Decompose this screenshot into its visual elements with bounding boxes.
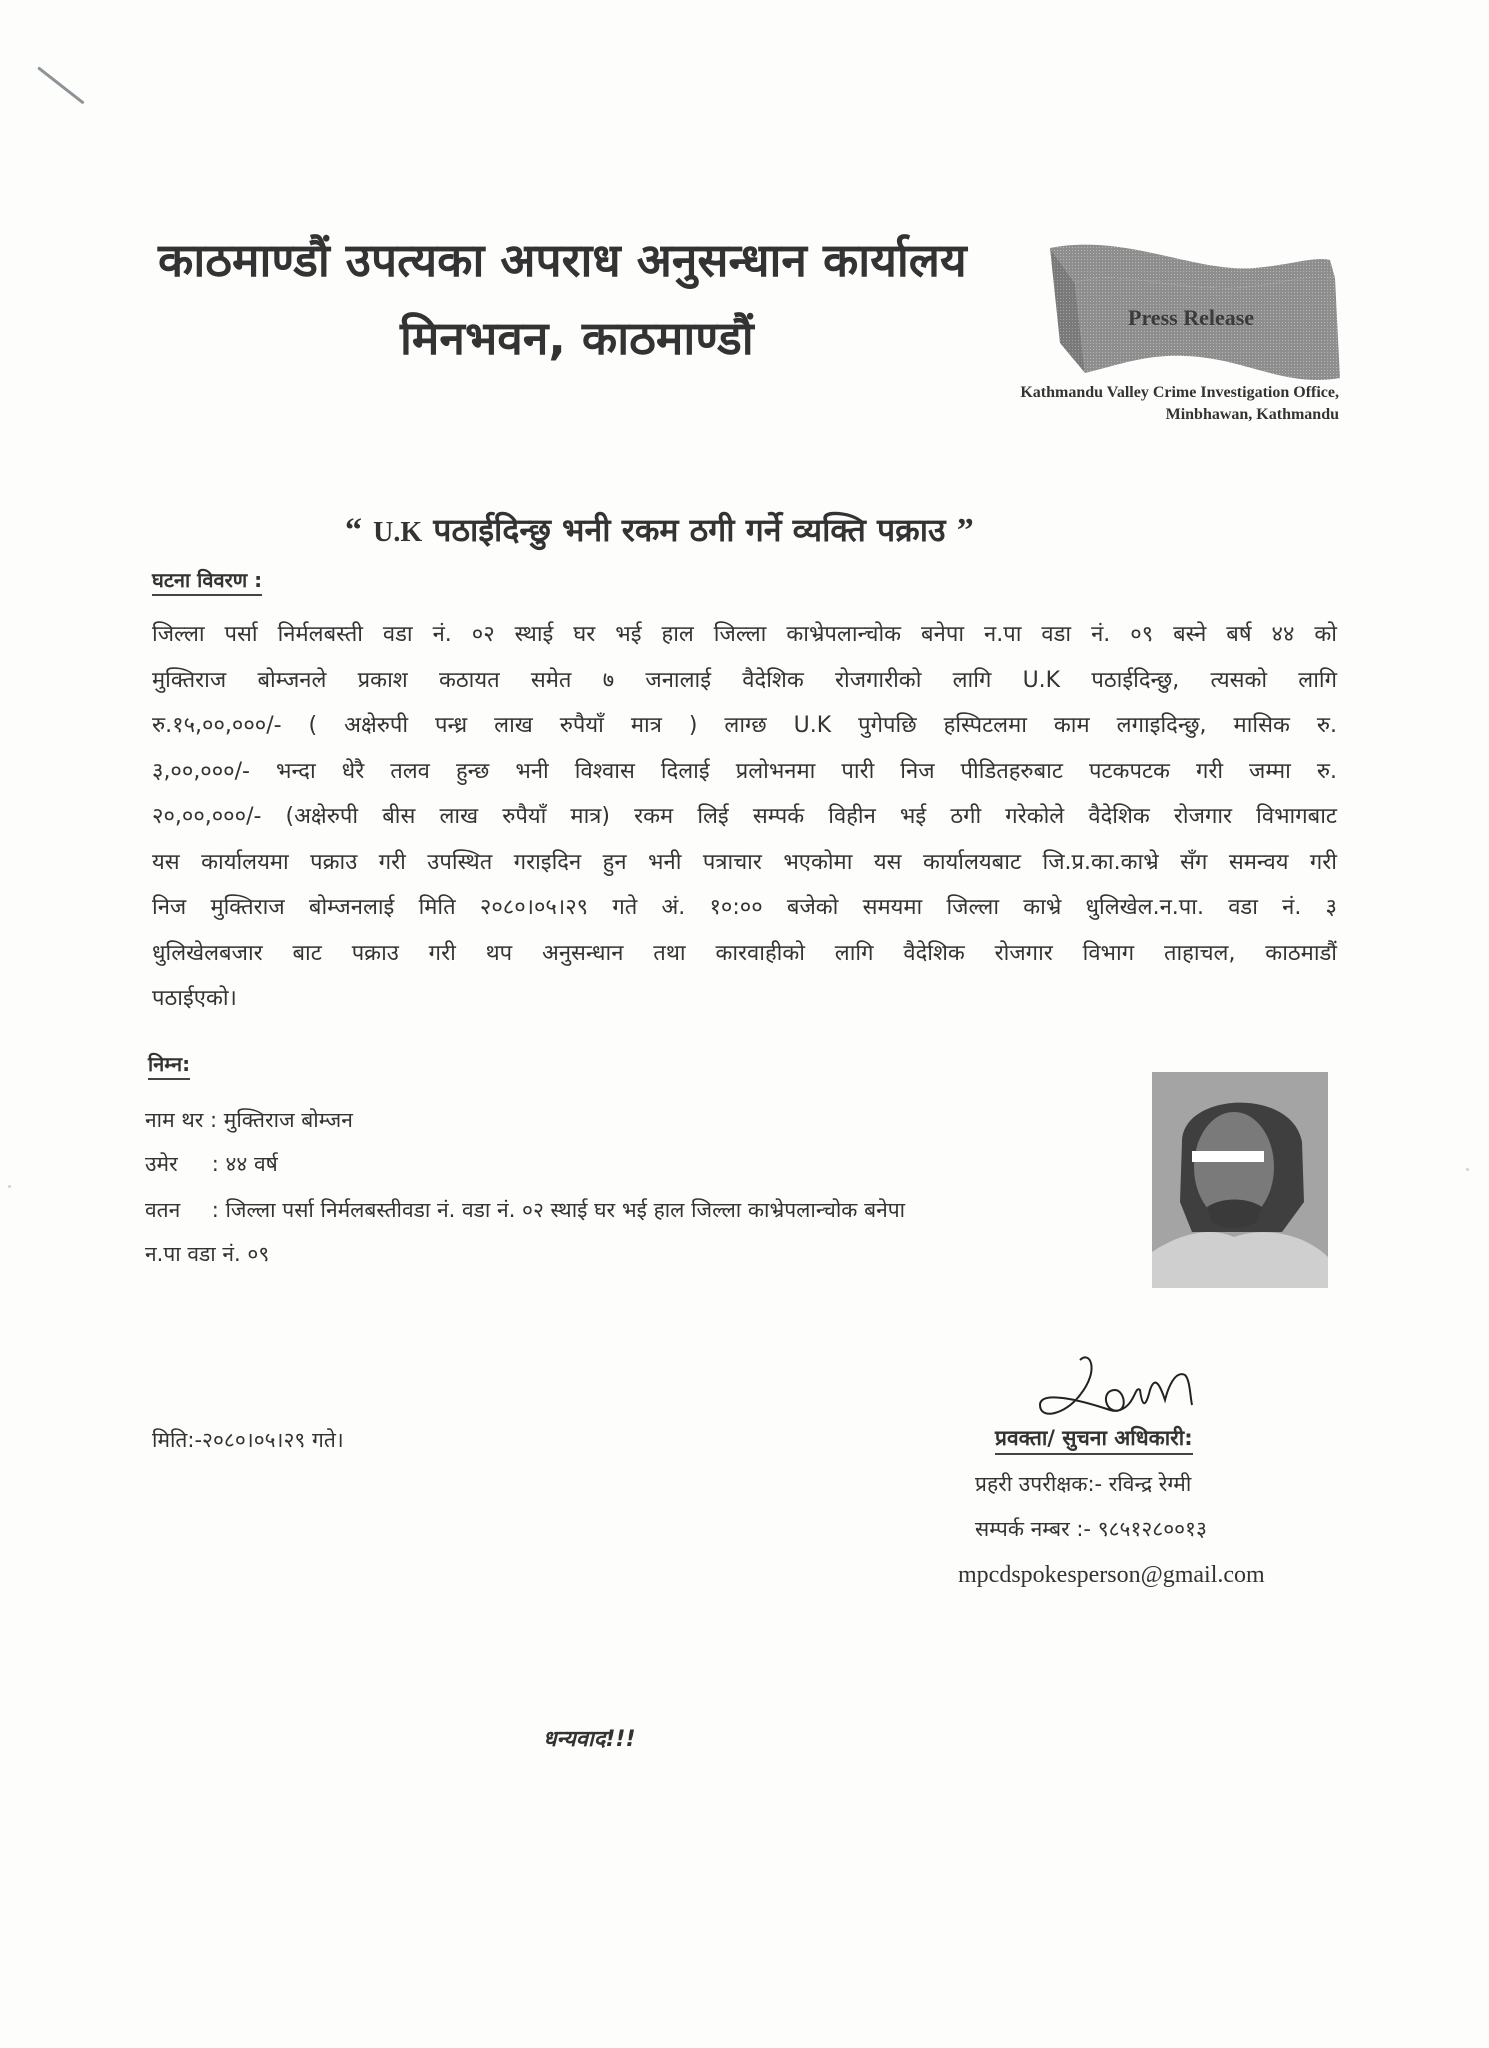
- incident-heading: घटना विवरण :: [152, 566, 262, 596]
- english-office-name: Kathmandu Valley Crime Investigation Office,: [1020, 384, 1339, 401]
- spokesperson-heading: प्रवक्ता/ सुचना अधिकारी:: [995, 1424, 1193, 1455]
- accused-name-row: [145, 1106, 353, 1134]
- scan-speck: [8, 1185, 11, 1188]
- eye-mask-bar: [1192, 1151, 1264, 1162]
- scan-speck: [1466, 1168, 1469, 1171]
- address-line-1: : जिल्ला पर्सा निर्मलबस्तीवडा नं. वडा नं. ०२ स्थाई घर भई हाल जिल्ला काभ्रेपलान्चोक बनेपा: [211, 1198, 906, 1222]
- accused-photo: [1152, 1072, 1328, 1288]
- incident-description: [152, 612, 1337, 1022]
- accused-heading: निम्न:: [148, 1050, 190, 1080]
- name-label: नाम थर :: [145, 1108, 218, 1132]
- open-quote: “: [345, 512, 362, 549]
- signature: [1020, 1350, 1250, 1430]
- incident-line: यस कार्यालयमा पक्राउ गरी उपस्थित गराइदिन हुन भनी पत्राचार भएकोमा यस कार्यालयबाट जि.प्र.का.काभ्रे सँग समन्वय गरी: [152, 849, 1337, 875]
- office-location-heading: मिनभवन, काठमाण्डौं: [400, 311, 754, 365]
- accused-age-row: [145, 1150, 278, 1178]
- incident-line: मुक्तिराज बोम्जनले प्रकाश कठायत समेत ७ जनालाई वैदेशिक रोजगारीको लागि U.K पठाईदिन्छु, त्यसको लागि: [152, 667, 1337, 693]
- age-label: उमेर: [145, 1152, 178, 1176]
- scan-scratch-mark: [37, 66, 85, 104]
- spokesperson-email[interactable]: mpcdspokesperson@gmail.com: [958, 1562, 1265, 1588]
- name-value: मुक्तिराज बोम्जन: [223, 1108, 353, 1132]
- release-date: मिति:-२०८०।०५।२९ गते।: [152, 1428, 344, 1452]
- press-release-label: Press Release: [1128, 305, 1255, 330]
- incident-line: २०,००,०००/- (अक्षेरुपी बीस लाख रुपैयाँ मात्र) रकम लिई सम्पर्क विहीन भई ठगी गरेकोले वैदेशिक रोजगार विभागबाट: [152, 804, 1337, 829]
- address-line-2: न.पा वडा नं. ०९: [145, 1242, 270, 1266]
- incident-line: ३,००,०००/- भन्दा धेरै तलव हुन्छ भनी विश्वास दिलाई प्रलोभनमा पारी निज पीडितहरुबाट पटकपटक गरी जम्मा रु.: [152, 758, 1337, 784]
- english-office-location: Minbhawan, Kathmandu: [1165, 406, 1339, 423]
- spokesperson-rank-name: प्रहरी उपरीक्षक:- रविन्द्र रेग्मी: [975, 1472, 1192, 1496]
- closing-thanks: धन्यवाद!!!: [543, 1727, 636, 1752]
- title-uk: U.K: [373, 517, 423, 548]
- title-text: पठाईदिन्छु भनी रकम ठगी गर्ने व्यक्ति पक्राउ: [433, 511, 946, 549]
- office-name-heading: काठमाण्डौं उपत्यका अपराध अनुसन्धान कार्यालय: [158, 233, 967, 287]
- incident-line: निज मुक्तिराज बोम्जनलाई मिति २०८०।०५।२९ गते अं. १०:०० बजेको समयमा जिल्ला काभ्रे धुलिखेल.न.पा. वडा नं. ३: [152, 895, 1337, 920]
- address-label: वतन: [145, 1198, 181, 1222]
- incident-line: धुलिखेलबजार बाट पक्राउ गरी थप अनुसन्धान तथा कारवाहीको लागि वैदेशिक रोजगार विभाग ताहाचल, काठमाडौं: [152, 940, 1337, 966]
- age-value: : ४४ वर्ष: [211, 1152, 278, 1176]
- accused-address-row: [145, 1196, 905, 1224]
- close-quote: ”: [956, 512, 974, 549]
- person-silhouette-icon: [1152, 1072, 1328, 1288]
- incident-line: रु.१५,००,०००/- ( अक्षेरुपी पन्ध्र लाख रुपैयाँ मात्र ) लाग्छ U.K पुगेपछि हस्पिटलमा काम लगाइदिन्छु, मासिक रु.: [152, 713, 1337, 738]
- incident-line: पठाईएको।: [152, 986, 237, 1011]
- press-release-title: [345, 508, 974, 551]
- spokesperson-contact: सम्पर्क नम्बर :- ९८५१२८००१३: [975, 1517, 1207, 1541]
- incident-line: जिल्ला पर्सा निर्मलबस्ती वडा नं. ०२ स्थाई घर भई हाल जिल्ला काभ्रेपलान्चोक बनेपा न.पा वडा नं. ०९ बस्ने बर्ष ४४ को: [152, 622, 1337, 647]
